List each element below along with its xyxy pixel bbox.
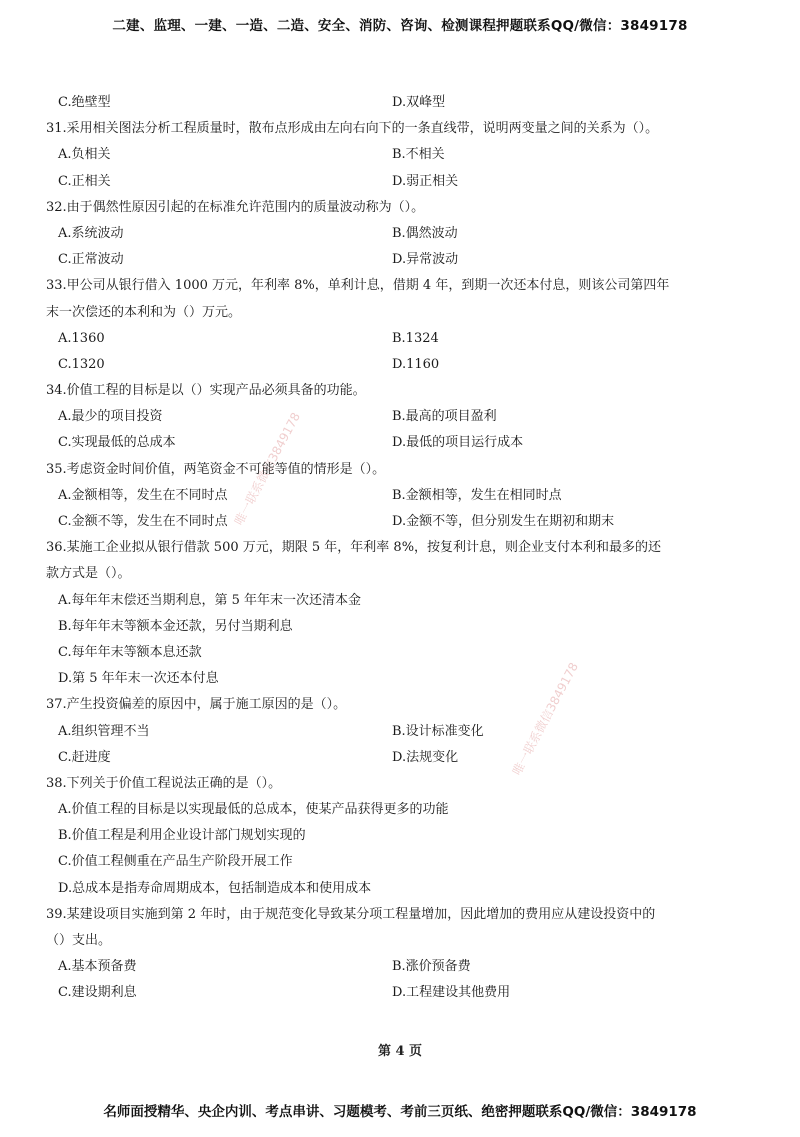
option-c: C.金额不等，发生在不同时点 — [58, 514, 228, 529]
question-stem: 31.采用相关图法分析工程质量时，散布点形成由左向右向下的一条直线带，说明两变量之间的关系为（）。 — [46, 121, 659, 137]
option-row — [46, 221, 758, 247]
option-row — [46, 666, 758, 692]
option-b: B.设计标准变化 — [392, 723, 484, 739]
question-stem: 39.某建设项目实施到第 2 年时，由于规范变化导致某分项工程量增加，因此增加的费用应从建设投资中的 — [46, 906, 656, 922]
footer-banner: 名师面授精华、央企内训、考点串讲、习题模考、考前三页纸、绝密押题联系QQ/微信：3849178 — [103, 1104, 697, 1120]
option-d: D.金额不等，但分别发生在期初和期末 — [392, 514, 615, 529]
question-stem: 35.考虑资金时间价值，两笔资金不可能等值的情形是（）。 — [46, 461, 386, 477]
option-row — [46, 745, 758, 771]
option-d: D.最低的项目运行成本 — [392, 435, 524, 451]
option-b: B.偶然波动 — [392, 225, 458, 241]
option-d: D.双峰型 — [392, 95, 446, 110]
option-row — [46, 169, 758, 195]
question-list — [46, 90, 758, 1007]
option-row — [46, 849, 758, 875]
option-c: C.赶进度 — [58, 749, 111, 765]
option-b: B.价值工程是利用企业设计部门规划实现的 — [58, 828, 306, 844]
header-banner: 二建、监理、一建、一造、二造、安全、消防、咨询、检测课程押题联系QQ/微信：3849178 — [112, 18, 688, 34]
option-d: D.弱正相关 — [392, 173, 459, 189]
page-number: 第 4 页 — [377, 1044, 423, 1059]
option-c: C.建设期利息 — [58, 985, 137, 1001]
question-stem: 38.下列关于价值工程说法正确的是（）。 — [46, 775, 282, 791]
option-a: A.负相关 — [58, 147, 111, 163]
option-c: C.价值工程侧重在产品生产阶段开展工作 — [58, 854, 293, 870]
option-row — [46, 614, 758, 640]
option-d: D.1160 — [392, 356, 440, 372]
question-stem-continued: （）支出。 — [46, 933, 112, 948]
option-d: D.异常波动 — [392, 252, 459, 268]
option-row — [46, 326, 758, 352]
option-row — [46, 352, 758, 378]
option-b: B.涨价预备费 — [392, 959, 471, 975]
option-c: C.绝壁型 — [58, 95, 111, 110]
question-stem: 33.甲公司从银行借入 1000 万元，年利率 8%，单利计息，借期 4 年，到期一次还本付息，则该公司第四年 — [46, 278, 670, 294]
option-b: B.金额相等，发生在相同时点 — [392, 487, 562, 503]
question-stem: 36.某施工企业拟从银行借款 500 万元，期限 5 年，年利率 8%，按复利计息，则企业支付本利和最多的还 — [46, 540, 662, 556]
option-d: D.工程建设其他费用 — [392, 985, 511, 1001]
option-d: D.第 5 年年末一次还本付息 — [58, 671, 219, 687]
option-a: A.组织管理不当 — [58, 723, 150, 739]
option-row — [46, 954, 758, 980]
option-b: B.最高的项目盈利 — [392, 409, 497, 425]
option-a: A.最少的项目投资 — [58, 409, 163, 425]
option-row — [46, 404, 758, 430]
option-row — [46, 588, 758, 614]
question-stem-continued: 末一次偿还的本利和为（）万元。 — [46, 304, 242, 320]
watermark: 唯一联系微信3849178 — [231, 410, 304, 528]
question-stem: 34.价值工程的目标是以（）实现产品必须具备的功能。 — [46, 383, 366, 399]
option-row — [46, 980, 758, 1006]
question-stem: 37.产生投资偏差的原因中，属于施工原因的是（）。 — [46, 697, 347, 713]
option-row — [46, 797, 758, 823]
watermark: 唯一联系微信3849178 — [509, 660, 582, 778]
option-c: C.每年年末等额本息还款 — [58, 644, 202, 660]
question-stem: 32.由于偶然性原因引起的在标准允许范围内的质量波动称为（）。 — [46, 199, 425, 215]
option-row — [46, 509, 758, 535]
option-row — [46, 430, 758, 456]
option-c: C.1320 — [58, 356, 105, 372]
option-row — [46, 483, 758, 509]
option-a: A.金额相等，发生在不同时点 — [58, 487, 228, 503]
option-b: B.每年年末等额本金还款，另付当期利息 — [58, 618, 293, 634]
option-c: C.正相关 — [58, 173, 111, 189]
option-a: A.基本预备费 — [58, 959, 137, 975]
option-c: C.正常波动 — [58, 252, 124, 268]
option-c: C.实现最低的总成本 — [58, 435, 176, 451]
option-row — [46, 640, 758, 666]
option-row — [46, 876, 758, 902]
option-row — [46, 247, 758, 273]
option-d: D.法规变化 — [392, 749, 459, 765]
option-row — [46, 90, 758, 116]
option-b: B.不相关 — [392, 147, 445, 163]
option-a: A.价值工程的目标是以实现最低的总成本，使某产品获得更多的功能 — [58, 802, 449, 818]
option-row — [46, 719, 758, 745]
option-a: A.1360 — [58, 330, 105, 346]
option-row — [46, 142, 758, 168]
question-stem-continued: 款方式是（）。 — [46, 566, 131, 582]
option-a: A.系统波动 — [58, 225, 124, 241]
option-d: D.总成本是指寿命周期成本，包括制造成本和使用成本 — [58, 880, 372, 896]
option-row — [46, 823, 758, 849]
option-a: A.每年年末偿还当期利息，第 5 年年末一次还清本金 — [58, 592, 362, 608]
option-b: B.1324 — [392, 330, 439, 346]
